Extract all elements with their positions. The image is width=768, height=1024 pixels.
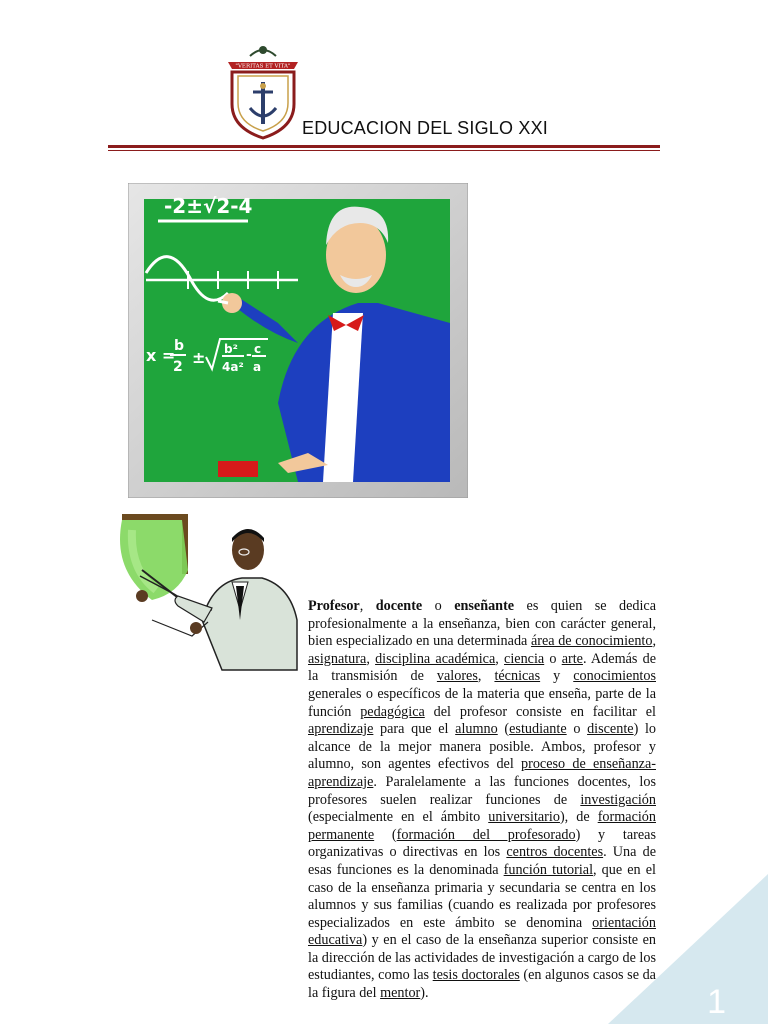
bold-term: Profesor	[308, 598, 360, 614]
link-ciencia[interactable]: ciencia	[504, 650, 545, 667]
paragraph-text: para que el	[373, 721, 456, 738]
definition-paragraph	[108, 598, 656, 1003]
paragraph-text: ), de	[559, 809, 598, 826]
link-proceso-de-enseñanza-aprendizaje[interactable]: proceso de enseñanza-aprendizaje	[308, 756, 656, 790]
link-conocimientos[interactable]: conocimientos	[573, 668, 656, 685]
body-paragraph	[108, 598, 656, 1003]
paragraph-text: es quien se dedica profesionalmente a la enseñanza, bien con carácter general, bien especializado en una determinada	[308, 598, 657, 650]
svg-text:x =: x =	[146, 346, 176, 365]
link-función-tutorial[interactable]: función tutorial	[503, 861, 594, 878]
page-number: 1	[707, 983, 726, 1021]
paragraph-text: (en algunos casos se da la figura del	[308, 967, 656, 1002]
svg-text:b²: b²	[224, 342, 238, 356]
link-arte[interactable]: arte	[561, 650, 583, 667]
svg-text:b: b	[174, 338, 185, 354]
link-estudiante[interactable]: estudiante	[509, 721, 567, 738]
document-title: EDUCACION DEL SIGLO XXI	[302, 118, 548, 138]
paragraph-text: . Paralelamente a las funciones docentes, los profesores suelen realizar funciones de	[308, 773, 656, 808]
link-valores[interactable]: valores	[436, 668, 478, 685]
link-área-de-conocimiento[interactable]: área de conocimiento	[530, 633, 653, 650]
link-mentor[interactable]: mentor	[380, 985, 421, 1002]
paragraph-text: o	[566, 721, 588, 738]
link-formación-permanente[interactable]: formación permanente	[308, 809, 656, 843]
link-centros-docentes[interactable]: centros docentes	[506, 844, 604, 861]
paragraph-text: . Una de esas funciones es la denominada	[308, 844, 656, 878]
paragraph-text: ) y tareas organizativas o directivas en los	[308, 826, 656, 861]
link-tesis-doctorales[interactable]: tesis doctorales	[432, 967, 520, 984]
svg-text:"VERITAS ET VITA": "VERITAS ET VITA"	[235, 63, 291, 70]
paragraph-text: ).	[420, 985, 429, 1002]
paragraph-text: y	[540, 668, 574, 685]
link-pedagógica[interactable]: pedagógica	[360, 703, 425, 720]
paragraph-text: generales o específicos de la materia que enseña, parte de la función	[308, 685, 656, 720]
bold-term: docente	[375, 598, 423, 614]
paragraph-text: ) lo alcance de la mejor manera posible. Ambos, profesor y alumno, son agentes efectivos del	[308, 721, 656, 773]
paragraph-text: (especialmente en el ámbito	[308, 809, 489, 826]
link-aprendizaje[interactable]: aprendizaje	[308, 721, 374, 738]
paragraph-text: (	[374, 826, 397, 843]
svg-text:-2±√2-4: -2±√2-4	[164, 194, 253, 218]
link-técnicas[interactable]: técnicas	[494, 668, 541, 685]
paragraph-text: , que en el caso de la enseñanza primaria y secundaria se centra en los alumnos y sus familias (cuando es realizada por profesores especializados en este ámbito se denomina	[308, 861, 656, 931]
paragraph-text: . Además de la transmisión de	[308, 650, 657, 685]
paragraph-text: ,	[495, 650, 505, 667]
link-investigación[interactable]: investigación	[580, 791, 656, 808]
link-disciplina-académica[interactable]: disciplina académica	[375, 650, 496, 667]
paragraph-text: ,	[477, 668, 495, 685]
bold-term: enseñante	[454, 598, 515, 614]
paragraph-text: (	[497, 721, 510, 738]
link-discente[interactable]: discente	[587, 721, 634, 738]
svg-text:±: ±	[192, 348, 206, 367]
page-corner-decoration	[608, 874, 768, 1024]
svg-text:2: 2	[173, 359, 183, 375]
paragraph-text: ) y en el caso de la enseñanza superior consiste en la dirección de las actividades de investigación a cargo de los estudiantes, como las	[308, 932, 656, 984]
paragraph-text: ,	[359, 598, 376, 614]
paragraph-text: o	[422, 598, 455, 614]
university-logo	[222, 42, 304, 142]
paragraph-text: ,	[366, 650, 376, 667]
link-alumno[interactable]: alumno	[455, 721, 498, 738]
paragraph-text: ,	[652, 633, 656, 650]
link-orientación-educativa[interactable]: orientación educativa	[308, 914, 656, 949]
svg-text:a: a	[253, 360, 262, 374]
chalkboard-teacher-illustration	[128, 183, 468, 498]
svg-text:c: c	[254, 342, 262, 356]
header-rule	[108, 145, 660, 148]
svg-text:-: -	[246, 347, 252, 363]
paragraph-text: o	[544, 650, 562, 667]
link-universitario[interactable]: universitario	[488, 809, 560, 826]
link-asignatura[interactable]: asignatura	[308, 650, 367, 667]
header-rule-thin	[108, 150, 660, 151]
paragraph-text: del profesor consiste en facilitar el	[424, 703, 656, 720]
link-formación-del-profesorado[interactable]: formación del profesorado	[396, 826, 576, 843]
svg-text:4a²: 4a²	[222, 360, 244, 374]
